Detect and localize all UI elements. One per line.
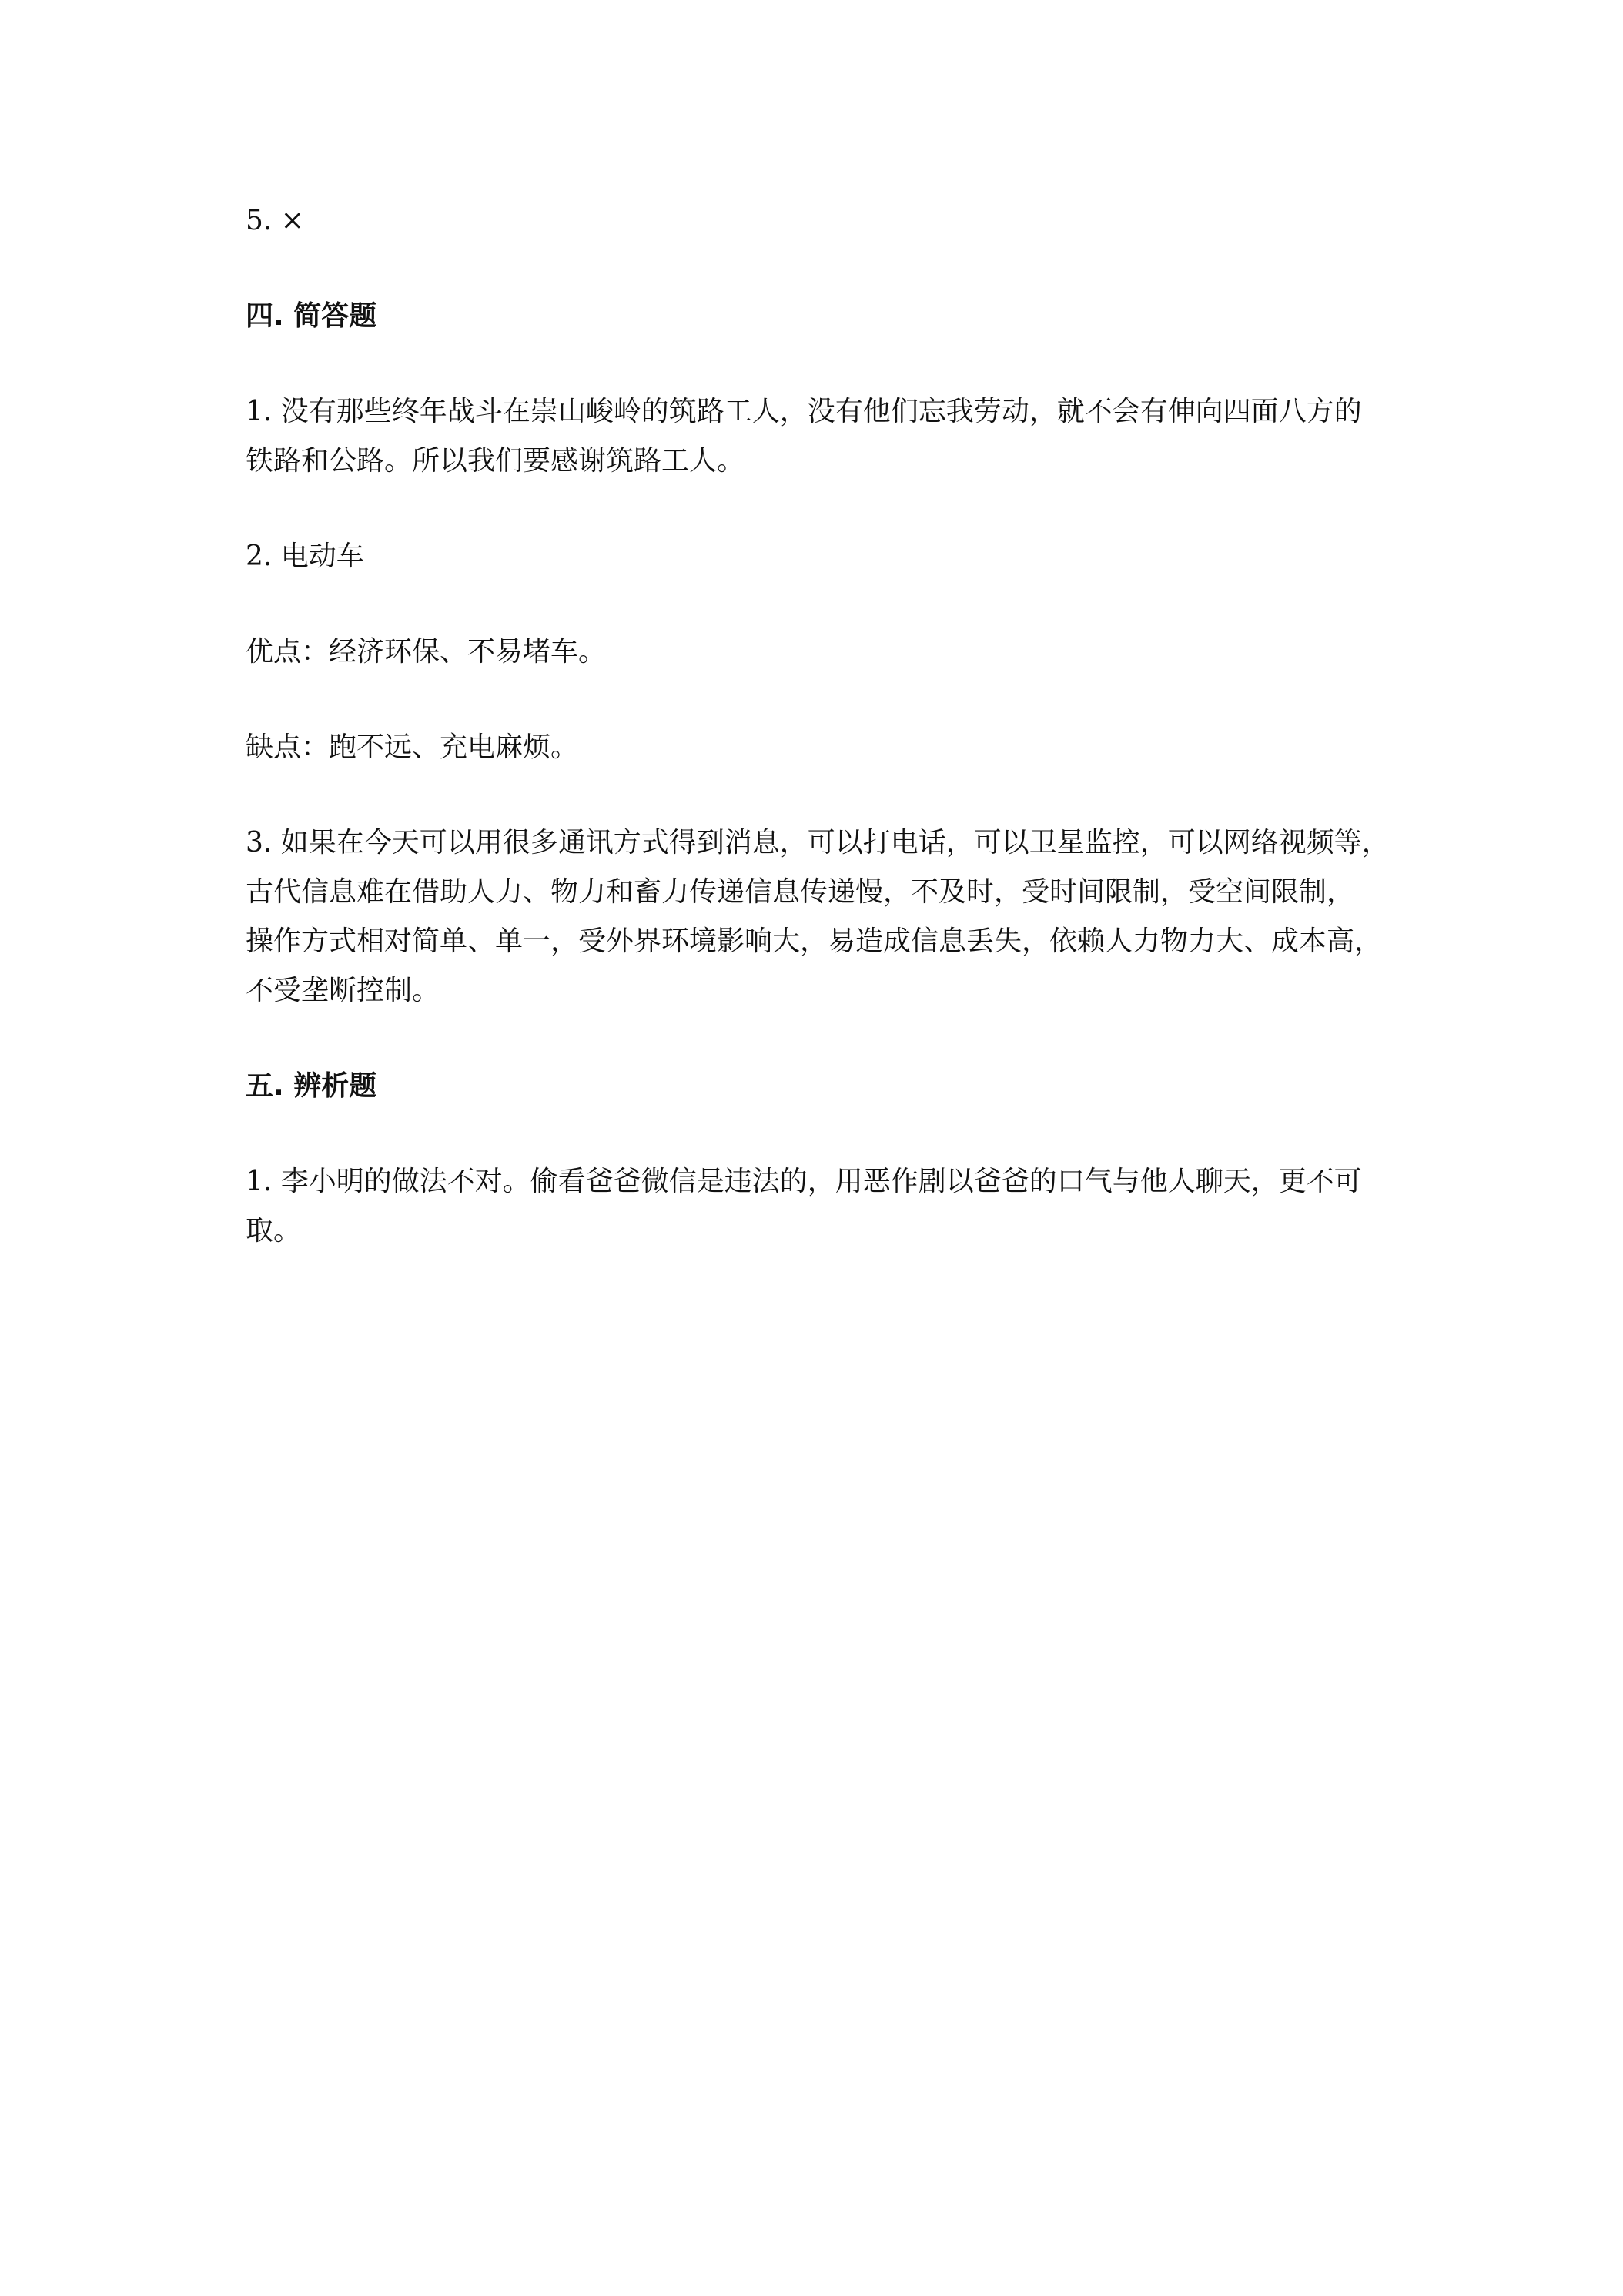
section-five-heading: 五. 辨析题 (246, 1070, 377, 1102)
short-answer-1-line-2: 铁路和公路。所以我们要感谢筑路工人。 (246, 445, 745, 477)
analysis-answer-1-line-2: 取。 (246, 1215, 302, 1247)
analysis-answer-1 (246, 1157, 1385, 1256)
short-answer-1-line-1: 1. 没有那些终年战斗在崇山峻岭的筑路工人，没有他们忘我劳动，就不会有伸向四面八方的 (246, 396, 1362, 427)
short-answer-2-advantages: 优点：经济环保、不易堵车。 (246, 636, 607, 668)
section-four-heading: 四. 简答题 (246, 300, 377, 332)
short-answer-2-disadvantages: 缺点：跑不远、充电麻烦。 (246, 731, 579, 763)
short-answer-3-line-1: 3. 如果在今天可以用很多通讯方式得到消息，可以打电话，可以卫星监控，可以网络视频等， (246, 827, 1390, 858)
analysis-answer-1-line-1: 1. 李小明的做法不对。偷看爸爸微信是违法的，用恶作剧以爸爸的口气与他人聊天，更不可 (246, 1166, 1362, 1197)
short-answer-1 (246, 387, 1385, 486)
short-answer-3-line-4: 不受垄断控制。 (246, 975, 440, 1006)
answer-5-mark: 5. × (246, 205, 304, 236)
short-answer-3-line-3: 操作方式相对简单、单一，受外界环境影响大，易造成信息丢失，依赖人力物力大、成本高， (246, 925, 1383, 957)
document-content (246, 196, 1390, 1302)
short-answer-3-line-2: 古代信息难在借助人力、物力和畜力传递信息传递慢，不及时，受时间限制，受空间限制， (246, 876, 1355, 908)
short-answer-3 (246, 818, 1390, 1016)
short-answer-2-title: 2. 电动车 (246, 541, 364, 572)
